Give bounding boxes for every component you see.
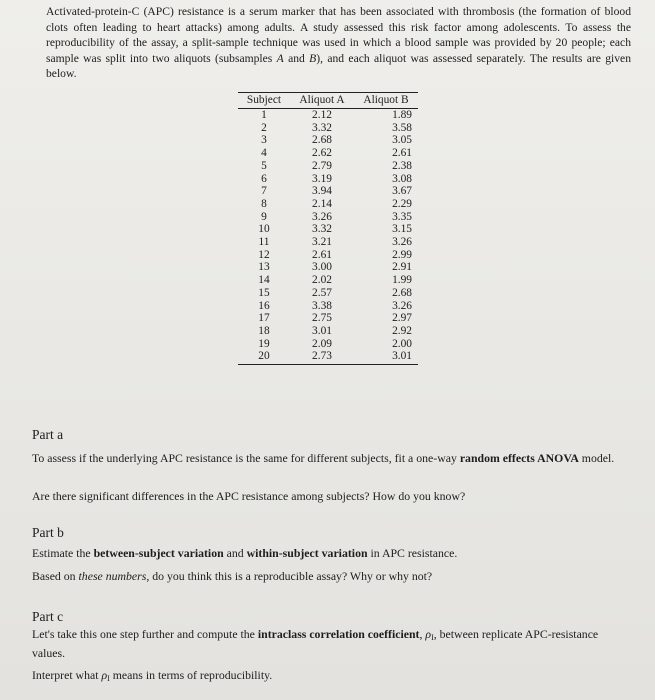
- aliquot-b-cell: 3.67: [392, 185, 412, 198]
- subject-cell: 5: [261, 159, 267, 172]
- subject-cell: 11: [258, 236, 270, 249]
- aliquot-b-cell: 3.01: [354, 350, 418, 364]
- subject-cell: 10: [258, 223, 270, 236]
- aliquot-b-letter: B: [309, 51, 317, 65]
- aliquot-b-cell: 3.05: [392, 134, 412, 147]
- header-aliquot-b: Aliquot B: [354, 93, 418, 109]
- aliquot-a-cell: 2.57: [312, 286, 332, 299]
- rho-subscript: I: [431, 633, 434, 642]
- part-b-q1-bold1: between-subject variation: [93, 546, 224, 560]
- aliquot-b-cell: 3.35: [392, 210, 412, 223]
- subject-cell: 16: [258, 299, 270, 312]
- subject-cell: 2: [261, 121, 267, 134]
- subject-cell: 19: [258, 337, 270, 350]
- part-c-q2-end: means in terms of reproducibility.: [109, 668, 273, 682]
- table-body: [238, 109, 418, 365]
- aliquot-b-cell: 1.89: [392, 109, 412, 121]
- part-c-question-1: [32, 627, 632, 661]
- intro-and: and: [283, 51, 310, 65]
- aliquot-b-cell: 2.99: [392, 248, 412, 261]
- aliquot-a-cell: 3.01: [312, 324, 332, 337]
- table-row: [238, 185, 418, 198]
- part-c-q2-text: Interpret what: [32, 668, 102, 682]
- table-row: [238, 223, 418, 236]
- aliquot-a-cell: 2.62: [312, 147, 332, 160]
- aliquot-a-cell: 2.79: [312, 159, 332, 172]
- table-row: [238, 173, 418, 186]
- subject-cell: 13: [258, 261, 270, 274]
- part-a-q1-text: To assess if the underlying APC resistance is the same for different subjects, fit a one-way: [32, 451, 460, 465]
- subject-cell: 7: [261, 185, 267, 198]
- part-b-q2-em: these numbers: [78, 569, 147, 583]
- aliquot-b-cell: 2.00: [392, 337, 412, 350]
- table-row: [238, 312, 418, 325]
- part-b-q2-text: Based on: [32, 569, 79, 583]
- aliquot-a-cell: 3.32: [312, 121, 332, 134]
- aliquot-b-cell: 2.29: [392, 197, 412, 210]
- subject-cell: 9: [261, 210, 267, 223]
- part-c-q1-comma: ,: [419, 627, 426, 641]
- intro-paragraph: [46, 4, 631, 82]
- aliquot-a-cell: 3.38: [312, 299, 332, 312]
- part-a-title: Part a: [32, 427, 64, 442]
- part-c-title: Part c: [32, 609, 64, 624]
- part-a-question-1: [32, 451, 632, 467]
- part-a-q1-end: model.: [578, 451, 615, 465]
- part-b-question-1: [32, 546, 632, 562]
- subject-cell: 20: [238, 350, 290, 364]
- part-c-q1-text: Let's take this one step further and compute the: [32, 627, 258, 641]
- aliquot-a-cell: 2.75: [312, 312, 332, 325]
- subject-cell: 4: [261, 147, 267, 160]
- table-row: [238, 211, 418, 224]
- part-b-q1-and: and: [223, 546, 247, 560]
- aliquot-b-cell: 3.58: [392, 121, 412, 134]
- aliquot-a-cell: 3.19: [312, 172, 332, 185]
- aliquot-a-cell: 3.32: [312, 223, 332, 236]
- table-row: [238, 338, 418, 351]
- subject-cell: 6: [261, 172, 267, 185]
- rho-symbol: ρ: [425, 627, 432, 641]
- table-row: [238, 134, 418, 147]
- aliquot-b-cell: 1.99: [392, 274, 412, 287]
- part-c-question-2: [32, 668, 632, 687]
- subject-cell: 14: [258, 274, 270, 287]
- table-header-row: [238, 93, 418, 109]
- part-b-title: Part b: [32, 525, 64, 540]
- part-a-q1-bold: random effects ANOVA: [459, 451, 579, 465]
- subject-cell: 1: [261, 109, 267, 121]
- subject-cell: 12: [258, 248, 270, 261]
- aliquot-a-cell: 3.21: [312, 236, 332, 249]
- table-row: [238, 300, 418, 313]
- aliquot-a-cell: 2.09: [312, 337, 332, 350]
- aliquot-a-cell: 2.14: [312, 197, 332, 210]
- aliquot-b-cell: 2.92: [392, 324, 412, 337]
- aliquot-a-cell: 2.61: [312, 248, 332, 261]
- aliquot-b-cell: 2.68: [392, 286, 412, 299]
- part-a-question-2: Are there significant differences in the APC resistance among subjects? How do you know?: [32, 489, 466, 503]
- rho-symbol-2: ρ: [101, 668, 108, 682]
- intro-text-1: Activated-protein-C (APC) resistance is a serum marker that has been associated with thrombosis (the formation of blood clots often leading to heart attacks) among adults. A study assessed this risk factor among adolescents. To assess the reproducibility of the assay, a split-sample technique was used in which a blood sample was provided by 20 people; each sample was split into two aliquots (subsamples: [46, 5, 631, 65]
- table-row: [238, 274, 418, 287]
- table-row: [238, 287, 418, 300]
- aliquot-b-cell: 3.26: [392, 299, 412, 312]
- table-row: [238, 122, 418, 135]
- part-b-q1-text: Estimate the: [32, 546, 94, 560]
- aliquot-b-cell: 3.15: [392, 223, 412, 236]
- aliquot-b-cell: 2.97: [392, 312, 412, 325]
- aliquot-b-cell: 3.26: [392, 236, 412, 249]
- header-subject: Subject: [238, 93, 290, 109]
- aliquot-a-letter: A: [276, 51, 284, 65]
- apc-data-table: [238, 92, 418, 365]
- table-row: [238, 249, 418, 262]
- table-row: [238, 198, 418, 211]
- part-b-q1-end: in APC resistance.: [367, 546, 458, 560]
- subject-cell: 3: [261, 134, 267, 147]
- table-row: [238, 236, 418, 249]
- aliquot-b-cell: 2.61: [392, 147, 412, 160]
- subject-cell: 18: [258, 324, 270, 337]
- aliquot-a-cell: 3.94: [312, 185, 332, 198]
- aliquot-a-cell: 2.73: [290, 350, 354, 364]
- table-row: [238, 109, 418, 122]
- aliquot-a-cell: 2.68: [312, 134, 332, 147]
- part-c-q1-bold: intraclass correlation coefficient: [257, 627, 420, 641]
- aliquot-b-cell: 2.91: [392, 261, 412, 274]
- subject-cell: 15: [258, 286, 270, 299]
- subject-cell: 8: [261, 197, 267, 210]
- header-aliquot-a: Aliquot A: [290, 93, 354, 109]
- aliquot-a-cell: 3.26: [312, 210, 332, 223]
- part-b-q2-end: , do you think this is a reproducible assay? Why or why not?: [146, 569, 433, 583]
- table-row: [238, 147, 418, 160]
- aliquot-a-cell: 3.00: [312, 261, 332, 274]
- part-b-question-2: [32, 569, 632, 585]
- data-table-wrapper: [238, 92, 418, 365]
- subject-cell: 17: [258, 312, 270, 325]
- table-row: [238, 261, 418, 274]
- table-row: [238, 325, 418, 338]
- aliquot-b-cell: 2.38: [392, 159, 412, 172]
- rho-subscript-2: I: [107, 674, 110, 683]
- part-c-q1-end: , between replicate APC-resistance values.: [32, 627, 599, 660]
- aliquot-a-cell: 2.02: [312, 274, 332, 287]
- part-b-q1-bold2: within-subject variation: [246, 546, 368, 560]
- table-row: [238, 160, 418, 173]
- aliquot-b-cell: 3.08: [392, 172, 412, 185]
- intro-text-2: ), and each aliquot was assessed separately. The results are given below.: [46, 51, 631, 81]
- aliquot-a-cell: 2.12: [312, 109, 332, 121]
- table-row: [238, 350, 418, 364]
